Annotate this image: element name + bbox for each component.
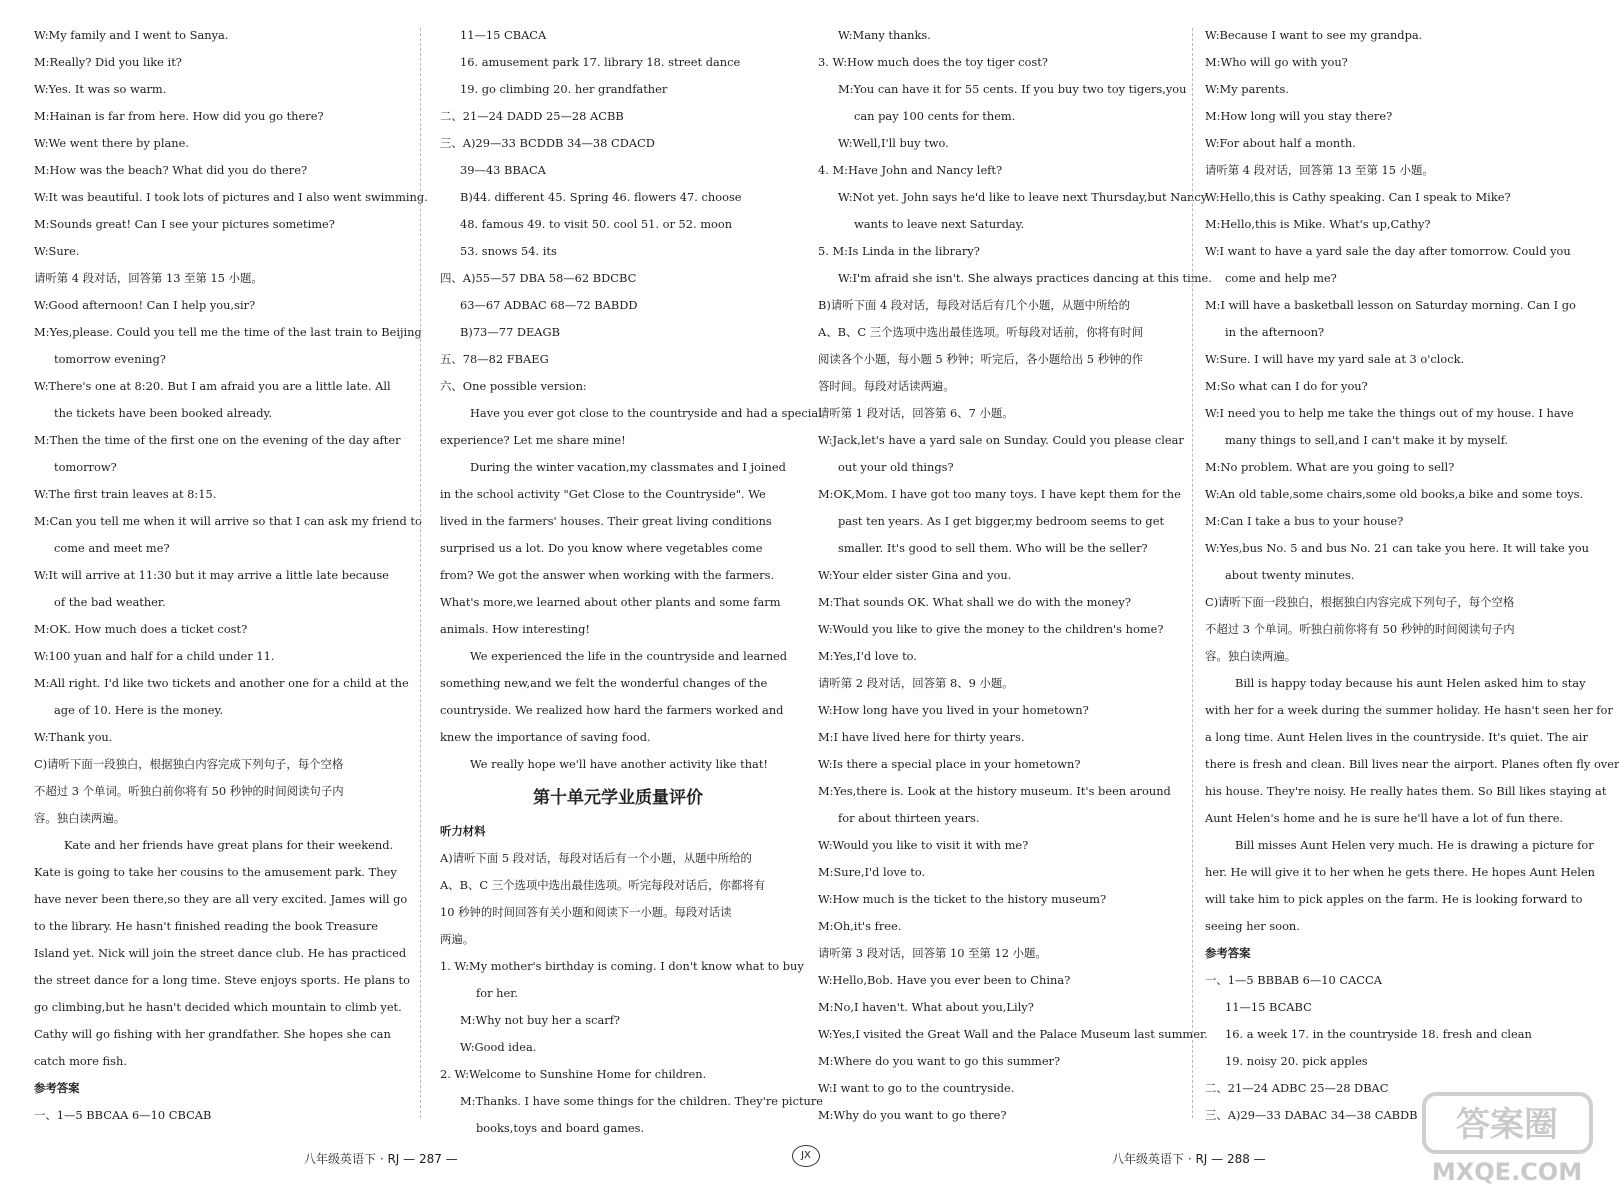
- text-line: catch more fish.: [34, 1054, 127, 1068]
- text-line: Aunt Helen's home and he is sure he'll have a lot of fun there.: [1205, 811, 1564, 825]
- text-line: M:All right. I'd like two tickets and another one for a child at the: [34, 676, 409, 690]
- text-line: 三、A)29—33 BCDDB 34—38 CDACD: [440, 136, 655, 150]
- text-line: M:How long will you stay there?: [1205, 109, 1393, 123]
- text-line: W:Is there a special place in your hometown?: [818, 757, 1081, 771]
- text-line: M:OK. How much does a ticket cost?: [34, 622, 248, 636]
- text-line: go climbing,but he hasn't decided which mountain to climb yet.: [34, 1000, 402, 1014]
- text-line: 不超过 3 个单词。听独白前你将有 50 秒钟的时间阅读句子内: [1205, 622, 1515, 636]
- text-line: W:Yes. It was so warm.: [34, 82, 167, 96]
- watermark-logo: [1420, 1090, 1595, 1186]
- text-line: W:Not yet. John says he'd like to leave next Thursday,but Nancy: [838, 190, 1208, 204]
- text-line: M:Yes,there is. Look at the history museum. It's been around: [818, 784, 1171, 798]
- text-line: seeing her soon.: [1205, 919, 1300, 933]
- text-line: about twenty minutes.: [1225, 568, 1355, 582]
- column-4: [1205, 22, 1619, 1129]
- text-line: M:Can you tell me when it will arrive so that I can ask my friend to: [34, 514, 422, 528]
- text-line: A、B、C 三个选项中选出最佳选项。听完每段对话后，你都将有: [440, 878, 766, 892]
- page-footer-right: 八年级英语下 · RJ — 288 —: [1112, 1152, 1266, 1166]
- text-line: M:Why not buy her a scarf?: [460, 1013, 621, 1027]
- text-line: M:I have lived here for thirty years.: [818, 730, 1025, 744]
- text-line: 六、One possible version:: [440, 379, 587, 393]
- text-line: for about thirteen years.: [838, 811, 980, 825]
- text-line: smaller. It's good to sell them. Who will be the seller?: [838, 541, 1148, 555]
- text-line: M:Hello,this is Mike. What's up,Cathy?: [1205, 217, 1431, 231]
- text-line: M:Yes,please. Could you tell me the time of the last train to Beijing: [34, 325, 422, 339]
- text-line: lived in the farmers' houses. Their great living conditions: [440, 514, 772, 528]
- text-line: W:The first train leaves at 8:15.: [34, 487, 217, 501]
- text-line: M:How was the beach? What did you do there?: [34, 163, 308, 177]
- text-line: W:Hello,this is Cathy speaking. Can I speak to Mike?: [1205, 190, 1511, 204]
- text-line: W:We went there by plane.: [34, 136, 189, 150]
- text-line: Cathy will go fishing with her grandfather. She hopes she can: [34, 1027, 391, 1041]
- text-line: 5. M:Is Linda in the library?: [818, 244, 980, 258]
- text-line: for her.: [476, 986, 519, 1000]
- text-line: 阅读各个小题，每小题 5 秒钟；听完后，各小题给出 5 秒钟的作: [818, 352, 1144, 366]
- text-line: W:How much is the ticket to the history museum?: [818, 892, 1107, 906]
- text-line: W:It was beautiful. I took lots of pictures and I also went swimming.: [34, 190, 428, 204]
- watermark-line-2: MXQE.COM: [1431, 1158, 1583, 1186]
- text-line: W:I want to have a yard sale the day after tomorrow. Could you: [1205, 244, 1571, 258]
- text-line: M:Who will go with you?: [1205, 55, 1348, 69]
- text-line: of the bad weather.: [54, 595, 166, 609]
- text-line: tomorrow?: [54, 460, 117, 474]
- text-line: W:It will arrive at 11:30 but it may arrive a little late because: [34, 568, 389, 582]
- text-line: 3. W:How much does the toy tiger cost?: [818, 55, 1048, 69]
- text-line: 容。独白读两遍。: [34, 811, 126, 825]
- text-line: M:No problem. What are you going to sell?: [1205, 460, 1455, 474]
- text-line: wants to leave next Saturday.: [854, 217, 1025, 231]
- text-line: 1. W:My mother's birthday is coming. I don't know what to buy: [440, 959, 804, 973]
- text-line: 二、21—24 ADBC 25—28 DBAC: [1205, 1081, 1389, 1095]
- text-line: 19. noisy 20. pick apples: [1225, 1054, 1368, 1068]
- text-line: M:I will have a basketball lesson on Saturday morning. Can I go: [1205, 298, 1576, 312]
- text-line: her. He will give it to her when he gets there. He hopes Aunt Helen: [1205, 865, 1595, 879]
- text-line: W:There's one at 8:20. But I am afraid you are a little late. All: [34, 379, 391, 393]
- text-line: W:For about half a month.: [1205, 136, 1356, 150]
- text-line: C)请听下面一段独白，根据独白内容完成下列句子，每个空格: [1205, 595, 1515, 609]
- text-line: in the school activity "Get Close to the Countryside". We: [440, 487, 766, 501]
- text-line: 请听第 3 段对话，回答第 10 至第 12 小题。: [818, 946, 1047, 960]
- text-line: something new,and we felt the wonderful changes of the: [440, 676, 768, 690]
- text-line: W:An old table,some chairs,some old books,a bike and some toys.: [1205, 487, 1584, 501]
- text-line: 16. amusement park 17. library 18. street dance: [460, 55, 741, 69]
- text-line: there is fresh and clean. Bill lives near the airport. Planes often fly over: [1205, 757, 1619, 771]
- text-line: books,toys and board games.: [476, 1121, 645, 1135]
- text-line: 答时间。每段对话读两遍。: [818, 379, 955, 393]
- text-line: M:OK,Mom. I have got too many toys. I have kept them for the: [818, 487, 1181, 501]
- text-line: animals. How interesting!: [440, 622, 591, 636]
- text-line: 不超过 3 个单词。听独白前你将有 50 秒钟的时间阅读句子内: [34, 784, 344, 798]
- text-line: 四、A)55—57 DBA 58—62 BDCBC: [440, 271, 637, 285]
- text-line: M:You can have it for 55 cents. If you buy two toy tigers,you: [838, 82, 1187, 96]
- text-line: the street dance for a long time. Steve enjoys sports. He plans to: [34, 973, 410, 987]
- text-line: 请听第 2 段对话，回答第 8、9 小题。: [818, 676, 1014, 690]
- text-line: M:Thanks. I have some things for the children. They're picture: [460, 1094, 824, 1108]
- section-title: 第十单元学业质量评价: [533, 788, 703, 808]
- text-line: in the afternoon?: [1225, 325, 1325, 339]
- text-line: 一、1—5 BBBAB 6—10 CACCA: [1205, 973, 1382, 987]
- text-line: M:So what can I do for you?: [1205, 379, 1368, 393]
- text-line: 48. famous 49. to visit 50. cool 51. or 52. moon: [460, 217, 733, 231]
- text-line: will take him to pick apples on the farm. He is looking forward to: [1205, 892, 1583, 906]
- text-line: W:How long have you lived in your hometown?: [818, 703, 1089, 717]
- column-1: [34, 22, 428, 1129]
- text-line: M:Can I take a bus to your house?: [1205, 514, 1404, 528]
- text-line: from? We got the answer when working with the farmers.: [440, 568, 775, 582]
- text-line: What's more,we learned about other plants and some farm: [440, 595, 781, 609]
- text-line: During the winter vacation,my classmates and I joined: [470, 460, 786, 474]
- text-line: We experienced the life in the countryside and learned: [470, 649, 788, 663]
- text-line: M:Yes,I'd love to.: [818, 649, 917, 663]
- text-line: 53. snows 54. its: [460, 244, 557, 258]
- text-line: with her for a week during the summer holiday. He hasn't seen her for: [1205, 703, 1613, 717]
- text-line: B)请听下面 4 段对话，每段对话后有几个小题，从题中所给的: [818, 298, 1131, 312]
- text-line: M:Sure,I'd love to.: [818, 865, 926, 879]
- text-line: 参考答案: [1205, 946, 1251, 960]
- column-2: [440, 22, 824, 1142]
- text-line: W:Jack,let's have a yard sale on Sunday. Could you please clear: [818, 433, 1184, 447]
- text-line: B)73—77 DEAGB: [460, 325, 560, 339]
- text-line: Island yet. Nick will join the street dance club. He has practiced: [34, 946, 407, 960]
- text-line: his house. They're noisy. He really hates them. So Bill likes staying at: [1205, 784, 1607, 798]
- text-line: countryside. We realized how hard the farmers worked and: [440, 703, 784, 717]
- text-line: W:My parents.: [1205, 82, 1289, 96]
- column-divider: [420, 28, 421, 1118]
- text-line: M:Then the time of the first one on the evening of the day after: [34, 433, 401, 447]
- text-line: 19. go climbing 20. her grandfather: [460, 82, 668, 96]
- text-line: 两遍。: [440, 932, 475, 946]
- text-line: B)44. different 45. Spring 46. flowers 47. choose: [460, 190, 742, 204]
- text-line: surprised us a lot. Do you know where vegetables come: [440, 541, 763, 555]
- text-line: experience? Let me share mine!: [440, 433, 626, 447]
- text-line: M:Sounds great! Can I see your pictures sometime?: [34, 217, 335, 231]
- text-line: 一、1—5 BBCAA 6—10 CBCAB: [34, 1108, 212, 1122]
- text-line: W:Good idea.: [460, 1040, 537, 1054]
- text-line: M:Where do you want to go this summer?: [818, 1054, 1061, 1068]
- text-line: M:Really? Did you like it?: [34, 55, 182, 69]
- text-line: W:I want to go to the countryside.: [818, 1081, 1015, 1095]
- text-line: 11—15 BCABC: [1225, 1000, 1312, 1014]
- text-line: W:Hello,Bob. Have you ever been to China?: [818, 973, 1071, 987]
- text-line: W:Good afternoon! Can I help you,sir?: [34, 298, 256, 312]
- text-line: Bill is happy today because his aunt Helen asked him to stay: [1235, 676, 1586, 690]
- text-line: Have you ever got close to the countryside and had a special: [470, 406, 822, 420]
- text-line: W:Your elder sister Gina and you.: [818, 568, 1012, 582]
- text-line: W:Would you like to give the money to the children's home?: [818, 622, 1164, 636]
- text-line: 10 秒钟的时间回答有关小题和阅读下一小题。每段对话读: [440, 905, 732, 919]
- publisher-mark: JX: [792, 1145, 820, 1167]
- text-line: 请听第 1 段对话，回答第 6、7 小题。: [818, 406, 1014, 420]
- text-line: Bill misses Aunt Helen very much. He is drawing a picture for: [1235, 838, 1594, 852]
- text-line: W:I'm afraid she isn't. She always practices dancing at this time.: [838, 271, 1212, 285]
- text-line: M:That sounds OK. What shall we do with the money?: [818, 595, 1131, 609]
- text-line: many things to sell,and I can't make it by myself.: [1225, 433, 1509, 447]
- text-line: to the library. He hasn't finished reading the book Treasure: [34, 919, 379, 933]
- text-line: A、B、C 三个选项中选出最佳选项。听每段对话前，你将有时间: [818, 325, 1144, 339]
- text-line: tomorrow evening?: [54, 352, 166, 366]
- text-line: W:I need you to help me take the things out of my house. I have: [1205, 406, 1574, 420]
- text-line: 五、78—82 FBAEG: [440, 352, 549, 366]
- text-line: W:Yes,bus No. 5 and bus No. 21 can take you here. It will take you: [1205, 541, 1590, 555]
- text-line: A)请听下面 5 段对话，每段对话后有一个小题，从题中所给的: [440, 851, 752, 865]
- watermark-line-1: 答案圈: [1456, 1105, 1558, 1145]
- text-line: M:Oh,it's free.: [818, 919, 902, 933]
- text-line: a long time. Aunt Helen lives in the countryside. It's quiet. The air: [1205, 730, 1588, 744]
- text-line: 三、A)29—33 DABAC 34—38 CABDB: [1205, 1108, 1418, 1122]
- text-line: 63—67 ADBAC 68—72 BABDD: [460, 298, 638, 312]
- text-line: out your old things?: [838, 460, 954, 474]
- text-line: 2. W:Welcome to Sunshine Home for children.: [440, 1067, 707, 1081]
- text-line: M:Hainan is far from here. How did you go there?: [34, 109, 324, 123]
- text-line: the tickets have been booked already.: [54, 406, 273, 420]
- text-line: can pay 100 cents for them.: [854, 109, 1016, 123]
- text-line: have never been there,so they are all very excited. James will go: [34, 892, 408, 906]
- column-3: [818, 22, 1212, 1129]
- text-line: 听力材料: [440, 824, 486, 838]
- text-line: W:Many thanks.: [838, 28, 931, 42]
- text-line: knew the importance of saving food.: [440, 730, 651, 744]
- text-line: age of 10. Here is the money.: [54, 703, 224, 717]
- text-line: 参考答案: [34, 1081, 80, 1095]
- text-line: Kate is going to take her cousins to the amusement park. They: [34, 865, 397, 879]
- text-line: 请听第 4 段对话，回答第 13 至第 15 小题。: [1205, 163, 1434, 177]
- text-line: M:No,I haven't. What about you,Lily?: [818, 1000, 1034, 1014]
- text-line: W:Sure.: [34, 244, 80, 258]
- text-line: W:Would you like to visit it with me?: [818, 838, 1029, 852]
- text-line: come and help me?: [1225, 271, 1337, 285]
- text-line: Kate and her friends have great plans for their weekend.: [64, 838, 394, 852]
- text-line: 16. a week 17. in the countryside 18. fresh and clean: [1225, 1027, 1532, 1041]
- text-line: We really hope we'll have another activity like that!: [470, 757, 768, 771]
- page-footer-left: 八年级英语下 · RJ — 287 —: [304, 1152, 458, 1166]
- text-line: 二、21—24 DADD 25—28 ACBB: [440, 109, 624, 123]
- text-line: past ten years. As I get bigger,my bedroom seems to get: [838, 514, 1165, 528]
- text-line: W:Because I want to see my grandpa.: [1205, 28, 1423, 42]
- column-divider: [1192, 28, 1193, 1118]
- text-line: W:Thank you.: [34, 730, 113, 744]
- text-line: W:My family and I went to Sanya.: [34, 28, 229, 42]
- text-line: C)请听下面一段独白，根据独白内容完成下列句子，每个空格: [34, 757, 344, 771]
- text-line: 容。独白读两遍。: [1205, 649, 1297, 663]
- text-line: W:Yes,I visited the Great Wall and the Palace Museum last summer.: [818, 1027, 1208, 1041]
- text-line: 11—15 CBACA: [460, 28, 547, 42]
- text-line: 39—43 BBACA: [460, 163, 546, 177]
- text-line: W:100 yuan and half for a child under 11.: [34, 649, 275, 663]
- text-line: W:Well,I'll buy two.: [838, 136, 949, 150]
- text-line: come and meet me?: [54, 541, 170, 555]
- text-line: 请听第 4 段对话，回答第 13 至第 15 小题。: [34, 271, 263, 285]
- text-line: 4. M:Have John and Nancy left?: [818, 163, 1003, 177]
- text-line: W:Sure. I will have my yard sale at 3 o'clock.: [1205, 352, 1465, 366]
- text-line: M:Why do you want to go there?: [818, 1108, 1007, 1122]
